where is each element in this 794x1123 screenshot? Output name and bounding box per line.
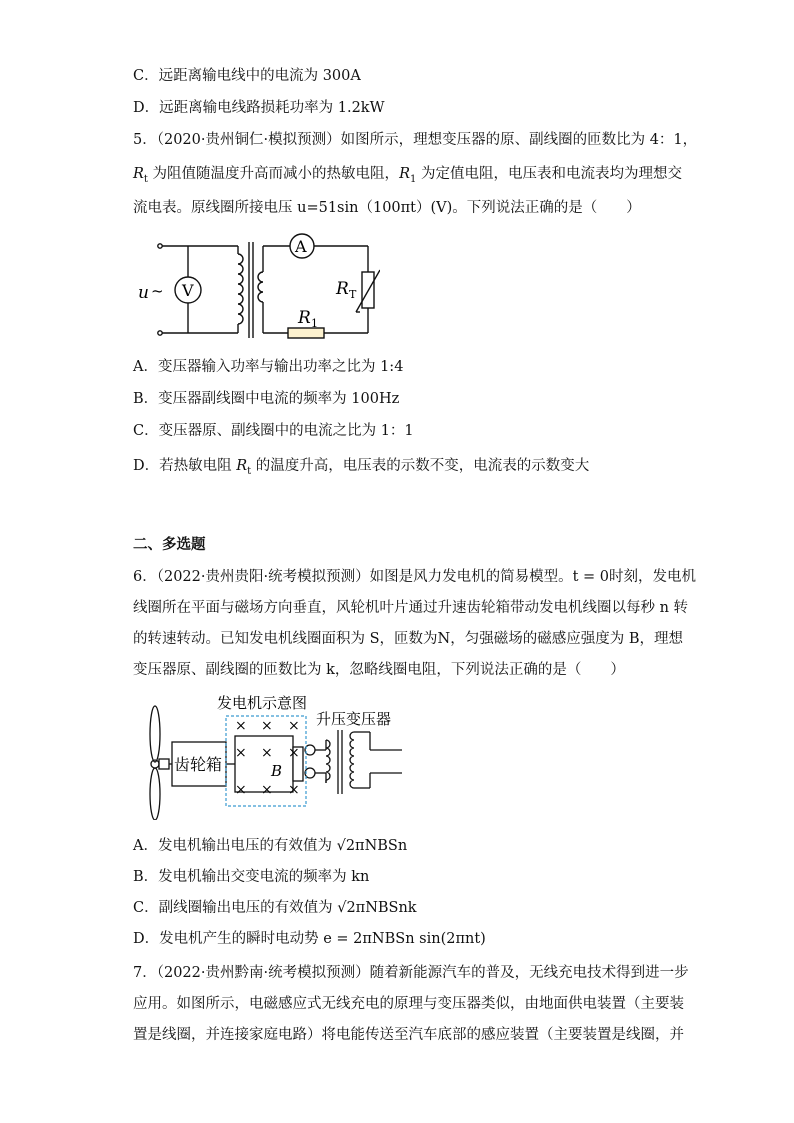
q5-fig-r1-sub: 1	[311, 317, 318, 330]
q6-fig-cross: ×	[261, 745, 273, 761]
q7-stem-line2: 应用。如图所示，电磁感应式无线充电的原理与变压器类似，由地面供电装置（主要装	[133, 996, 684, 1012]
q5-stem-line3: 流电表。原线圈所接电压 u=51sin（100πt）(V)。下列说法正确的是（ ）	[133, 200, 641, 216]
q6-stem-line4: 变压器原、副线圈的匝数比为 k，忽略线圈电阻，下列说法正确的是（ ）	[133, 662, 625, 678]
q6-fig-cross: ×	[235, 745, 247, 761]
q7-stem-line1: 7．（2022·贵州黔南·统考模拟预测）随着新能源汽车的普及，无线充电技术得到进一步	[133, 965, 689, 981]
q5-fig-rt-sub: T	[349, 288, 357, 301]
q6-option-c: C．副线圈输出电压的有效值为 √2πNBSnk	[133, 900, 417, 916]
q6-fig-cross: ×	[235, 782, 247, 798]
q6-option-a: A．发电机输出电压的有效值为 √2πNBSn	[133, 838, 408, 854]
q4-option-c: C．远距离输电线中的电流为 300A	[133, 68, 361, 84]
q6-stem-line2: 线圈所在平面与磁场方向垂直，风轮机叶片通过升速齿轮箱带动发电机线圈以每秒 n 转	[133, 600, 689, 616]
q5-option-d: D．若热敏电阻 $R_t$ 的温度升高，电压表的示数不变，电流表的示数变大	[133, 458, 590, 477]
q6-stem-line1: 6．（2022·贵州贵阳·统考模拟预测）如图是风力发电机的简易模型。t = 0时刻，发电机	[133, 569, 697, 585]
q5-option-b: B．变压器副线圈中电流的频率为 100Hz	[133, 391, 400, 407]
q5-fig-rt: R	[336, 279, 349, 299]
q5-fig-voltmeter: V	[182, 281, 194, 300]
q5-fig-u: u	[138, 283, 149, 303]
q6-wind-generator-figure	[140, 690, 410, 820]
q6-stem-line3: 的转速转动。已知发电机线圈面积为 S，匝数为N，匀强磁场的磁感应强度为 B，理想	[133, 631, 683, 647]
q5-stem-line1: 5．（2020·贵州铜仁·模拟预测）如图所示，理想变压器的原、副线圈的匝数比为 4：1，	[133, 132, 698, 148]
q6-fig-cross: ×	[261, 782, 273, 798]
q6-option-b: B．发电机输出交变电流的频率为 kn	[133, 869, 370, 885]
q6-fig-cross: ×	[288, 782, 300, 798]
q6-option-d: D．发电机产生的瞬时电动势 e = 2πNBSn sin(2πnt)	[133, 931, 486, 947]
q6-fig-transformer-label: 升压变压器	[316, 710, 392, 728]
q6-fig-cross: ×	[288, 745, 300, 761]
q6-fig-b-label: B	[271, 762, 283, 780]
q5-circuit-figure	[130, 232, 380, 347]
q6-fig-cross: ×	[235, 718, 247, 734]
q5-fig-r1: R	[298, 308, 311, 328]
q5-option-c: C．变压器原、副线圈中的电流之比为 1：1	[133, 423, 414, 439]
q5-option-a: A．变压器输入功率与输出功率之比为 1:4	[133, 359, 404, 375]
q6-fig-gearbox-label: 齿轮箱	[174, 755, 223, 774]
q7-stem-line3: 置是线圈，并连接家庭电路）将电能传送至汽车底部的感应装置（主要装置是线圈，并	[133, 1027, 684, 1043]
q5-fig-ammeter: A	[295, 237, 307, 256]
q5-stem-line2: $R_t$ 为阻值随温度升高而减小的热敏电阻，$R_1$ 为定值电阻，电压表和电流表均为理想交	[133, 166, 682, 185]
q6-fig-cross: ×	[288, 718, 300, 734]
q4-option-d: D．远距离输电线路损耗功率为 1.2kW	[133, 100, 385, 116]
q5-fig-ac-symbol: ~	[151, 282, 164, 300]
q6-fig-generator-label: 发电机示意图	[217, 694, 308, 712]
section-title-multiple-choice: 二、多选题	[133, 537, 206, 553]
q6-fig-cross: ×	[261, 718, 273, 734]
